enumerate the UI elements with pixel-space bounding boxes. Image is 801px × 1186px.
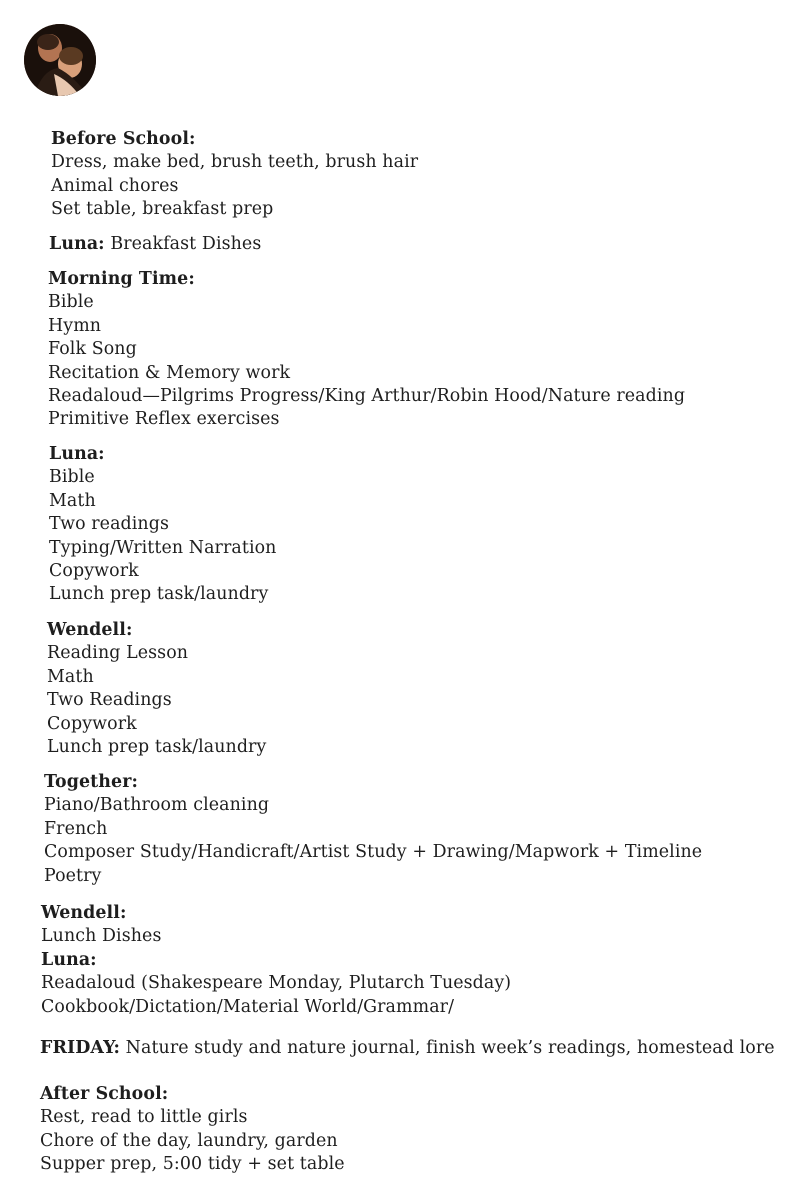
list-item: Poetry	[44, 865, 102, 886]
section-heading: Wendell:	[47, 620, 133, 640]
luna-label: Luna:	[49, 234, 105, 254]
list-item: Typing/Written Narration	[49, 537, 277, 558]
list-item: Math	[47, 666, 94, 687]
list-item: Bible	[49, 467, 95, 488]
list-item: Composer Study/Handicraft/Artist Study + Drawing/Mapwork + Timeline	[44, 842, 703, 863]
list-item: Piano/Bathroom cleaning	[44, 795, 270, 816]
list-item: Rest, read to little girls	[40, 1107, 248, 1128]
list-item: Hymn	[48, 315, 102, 336]
luna-dishes-line	[49, 233, 261, 256]
list-item: Copywork	[49, 561, 139, 582]
friday-line	[40, 1037, 775, 1060]
together-section	[44, 771, 702, 888]
list-item: Set table, breakfast prep	[51, 199, 274, 220]
section-heading: Before School:	[51, 129, 196, 149]
section-heading: Morning Time:	[48, 269, 195, 289]
list-item: Math	[49, 490, 96, 511]
before-school-section	[51, 128, 418, 222]
list-item: French	[44, 818, 108, 839]
avatar-photo	[24, 24, 96, 96]
morning-time-section	[48, 268, 685, 432]
list-item: Reading Lesson	[47, 643, 189, 664]
luna-dishes-text: Breakfast Dishes	[110, 234, 262, 254]
section-heading: Wendell:	[41, 903, 127, 923]
friday-label: FRIDAY:	[40, 1038, 121, 1058]
list-item: Chore of the day, laundry, garden	[40, 1130, 338, 1151]
list-item: Two Readings	[47, 690, 172, 711]
list-item: Folk Song	[48, 339, 137, 360]
list-item: Bible	[48, 292, 94, 313]
list-item: Copywork	[47, 713, 137, 734]
wendell-section	[47, 619, 266, 759]
section-heading: Luna:	[41, 949, 97, 970]
afternoon-section	[41, 902, 511, 1019]
list-item: Lunch prep task/laundry	[47, 737, 267, 758]
list-item: Two readings	[49, 514, 169, 535]
after-school-section	[40, 1083, 345, 1177]
list-item: Lunch prep task/laundry	[49, 584, 269, 605]
luna-section	[49, 443, 276, 607]
list-item: Dress, make bed, brush teeth, brush hair	[51, 152, 419, 173]
list-item: Cookbook/Dictation/Material World/Grammar/	[41, 996, 455, 1017]
friday-text: Nature study and nature journal, finish week’s readings, homestead lore	[125, 1038, 775, 1058]
list-item: Readaloud—Pilgrims Progress/King Arthur/Robin Hood/Nature reading	[48, 386, 686, 407]
list-item: Animal chores	[51, 175, 179, 196]
section-heading: Together:	[44, 772, 138, 792]
section-heading: Luna:	[49, 444, 105, 464]
list-item: Readaloud (Shakespeare Monday, Plutarch Tuesday)	[41, 973, 512, 994]
section-heading: After School:	[40, 1084, 169, 1104]
list-item: Supper prep, 5:00 tidy + set table	[40, 1154, 345, 1175]
list-item: Recitation & Memory work	[48, 362, 291, 383]
list-item: Primitive Reflex exercises	[48, 409, 280, 430]
list-item: Lunch Dishes	[41, 926, 162, 947]
avatar	[24, 24, 96, 96]
